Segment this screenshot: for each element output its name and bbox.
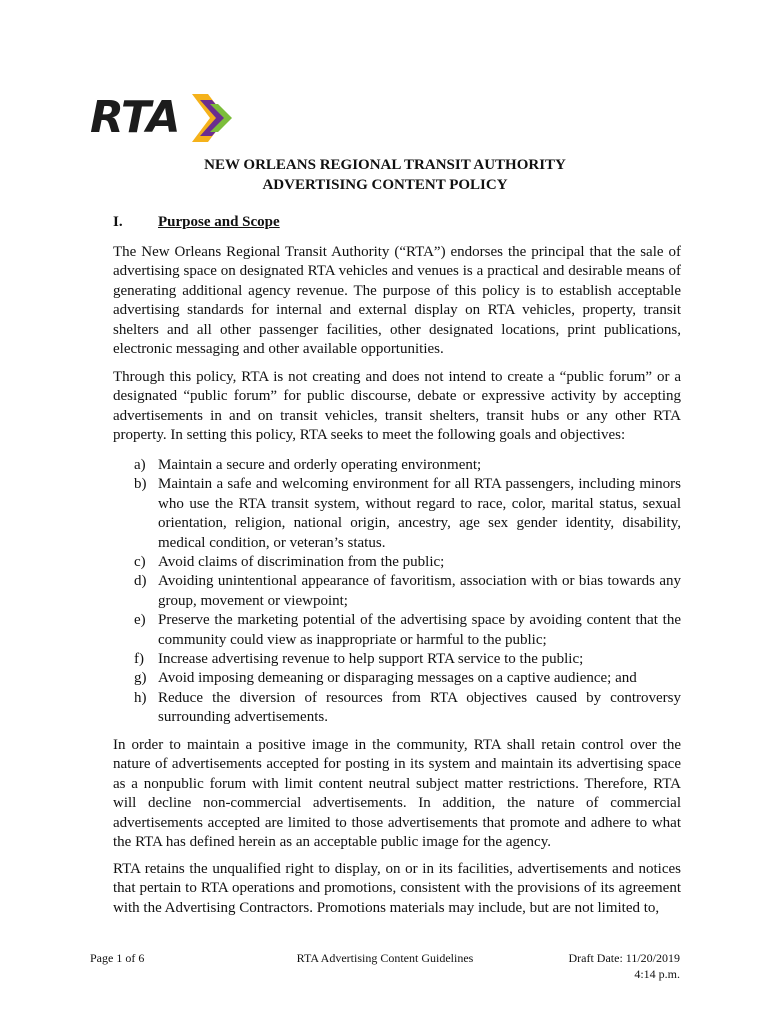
section-title: Purpose and Scope: [158, 214, 280, 230]
list-marker: f): [134, 651, 144, 668]
list-item: [134, 553, 681, 572]
list-item-text: Avoiding unintentional appearance of favoritism, association with or bias towards any group, movement or viewpoint;: [158, 573, 681, 609]
paragraph-positive-image: In order to maintain a positive image in the community, RTA shall retain control over the nature of advertisements accepted for posting in its system and maintain its advertising space as a nonpublic forum with limit content neutral subject matter restrictions. Therefore, RTA will decline non-commercial advertisements. In addition, the nature of commercial advertisements accepted are limited to those advertisements that promote and adhere to what the RTA has defined herein as an acceptable public image for the agency.: [113, 737, 681, 851]
footer-draft-date: [568, 950, 680, 982]
list-item: [134, 456, 681, 475]
list-item-text: Maintain a secure and orderly operating environment;: [158, 457, 482, 473]
list-item: [134, 475, 681, 553]
paragraph-purpose: The New Orleans Regional Transit Authority (“RTA”) endorses the principal that the sale of advertising space on designated RTA vehicles and venues is a practical and desirable means of generating additional agency revenue. The purpose of this policy is to establish acceptable advertising standards for internal and external display on RTA vehicles, property, transit shelters and all other passenger facilities, other designated locations, print publications, electronic messaging and other available opportunities.: [113, 244, 681, 358]
list-item-text: Avoid imposing demeaning or disparaging messages on a captive audience; and: [158, 670, 637, 687]
list-item: [134, 611, 681, 650]
list-item-text: Increase advertising revenue to help support RTA service to the public;: [158, 651, 584, 668]
document-title-line-1: NEW ORLEANS REGIONAL TRANSIT AUTHORITY: [204, 157, 566, 173]
chevron-arrows-icon: [186, 92, 236, 144]
list-marker: h): [134, 689, 147, 706]
logo-text: RTA: [90, 92, 180, 143]
list-marker: d): [134, 573, 147, 590]
list-marker: g): [134, 670, 147, 687]
list-item-text: Avoid claims of discrimination from the public;: [158, 554, 445, 571]
section-number: I.: [113, 214, 123, 230]
list-marker: a): [134, 457, 146, 473]
paragraph-public-forum: Through this policy, RTA is not creating and does not intend to create a “public forum” or a designated “public forum” for public discourse, debate or expressive activity by accepting advertisements in and on transit vehicles, transit shelters, transit hubs or any other RTA property. In setting this policy, RTA seeks to meet the following goals and objectives:: [113, 369, 681, 444]
goals-list: [134, 456, 681, 728]
list-item: [134, 650, 681, 669]
list-item-text: Reduce the diversion of resources from RTA objectives caused by controversy surrounding advertisements.: [158, 689, 681, 726]
list-item: [134, 669, 681, 688]
list-item-text: Preserve the marketing potential of the advertising space by avoiding content that the community could view as inappropriate or harmful to the public;: [158, 612, 681, 648]
list-item: [134, 689, 681, 728]
list-item: [134, 572, 681, 611]
footer-page-number: Page 1 of 6: [90, 951, 145, 965]
rta-logo: [90, 92, 240, 144]
document-title-line-2: ADVERTISING CONTENT POLICY: [262, 177, 508, 193]
paragraph-unqualified-right: RTA retains the unqualified right to display, on or in its facilities, advertisements and notices that pertain to RTA operations and promotions, consistent with the provisions of its agreement with the Advertising Contractors. Promotions materials may include, but are not limited to,: [113, 861, 681, 916]
section-heading: [113, 212, 280, 232]
list-marker: c): [134, 554, 146, 571]
draft-time: 4:14 p.m.: [634, 967, 680, 981]
list-item-text: Maintain a safe and welcoming environment for all RTA passengers, including minors who use the RTA transit system, without regard to race, color, marital status, sexual orientation, religion, national origin, ancestry, age sex gender identity, disability, medical condition, or veteran’s status.: [158, 476, 681, 551]
list-marker: e): [134, 612, 146, 629]
footer-document-title: RTA Advertising Content Guidelines: [296, 951, 474, 965]
list-marker: b): [134, 476, 147, 493]
draft-date: Draft Date: 11/20/2019: [568, 951, 680, 965]
